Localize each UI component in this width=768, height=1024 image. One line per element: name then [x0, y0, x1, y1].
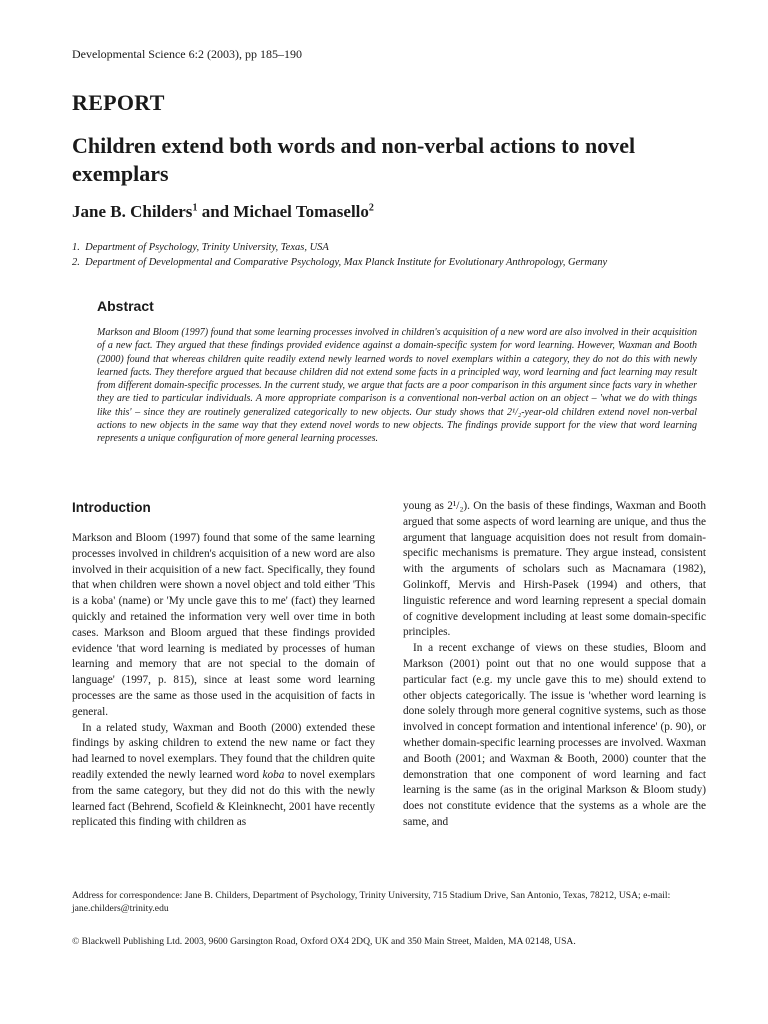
author-connector: and [197, 202, 234, 221]
body-column-left [72, 531, 375, 831]
body-text: In a related study, Waxman and Booth (2000) extended these findings by asking children to extend the new name or fact they had learned to novel exemplars. They found that the children quite readily extended the newly learned word [72, 721, 375, 781]
body-text: to novel exemplars from the same category, but they did not do this with the newly learned fact (Behrend, Scofield & Kleinknecht, 2001 have recently replicated this finding with children as [72, 768, 375, 829]
section-heading-introduction: Introduction [72, 500, 151, 515]
affiliation-marker: 2 [368, 202, 374, 214]
body-paragraph [72, 721, 375, 832]
emphasized-term: koba [262, 768, 285, 781]
author-name: Jane B. Childers [72, 202, 193, 221]
affiliation-marker: 1 [192, 202, 198, 214]
body-paragraph: Markson and Bloom (1997) found that some of the same learning processes involved in children's acquisition of a new word are also involved in their acquisition of a new fact. Specifically, they found that when children were shown a novel object and told either 'This is a koba' (name) or 'My uncle gave this to me' (fact) they learned quickly and retained the information very well over time in both cases. Markson and Bloom argued that these findings provided evidence 'that word learning is mediated by processes of human learning and memory that are not special to the domain of language' (1997, p. 815), since at least some word learning processes are the same as those used in the acquisition of facts in general. [72, 532, 375, 718]
body-paragraph: young as 2¹/₂). On the basis of these findings, Waxman and Booth argued that some aspects of word learning are unique, and thus the argument that language acquisition does not result from domain-specific mechanisms is premature. They argue instead, consistent with the arguments of scholars such as Macnamara (1982), Golinkoff, Mervis and Hirsh-Pasek (1994) and others, that linguistic reference and word learning represent a special domain of cognitive development including at least some domain-specific principles. [403, 500, 706, 639]
affiliations [72, 240, 607, 270]
body-column-right [403, 499, 706, 831]
journal-citation: Developmental Science 6:2 (2003), pp 185–190 [72, 47, 302, 61]
body-paragraph: In a recent exchange of views on these studies, Bloom and Markson (2001) point out that no one would suppose that a particular fact (e.g. my uncle gave this to me) should extend to other objects categorically. The issue is 'whether word learning is done solely through more general cognitive systems, such as those involved in concept formation and intentional inference' (p. 90), or whether domain-specific learning processes are involved. Waxman and Booth (2001; and Waxman & Booth, 2000) counter that the demonstration that one component of word learning and fact learning is the same (as in the original Markson & Bloom study) does not constitute evidence that the systems as a whole are the same, and [403, 642, 706, 828]
abstract-heading: Abstract [97, 298, 154, 314]
report-label: REPORT [72, 90, 165, 115]
abstract-text: Markson and Bloom (1997) found that some learning processes involved in children's acquisition of a new word are also involved in their acquisition of a new fact. They argued that these findings provided evidence against a domain-specific system for word learning. However, Waxman and Booth (2000) found that whereas children quite readily extend newly learned words to novel exemplars within a category, they do not do this with newly learned facts. They therefore argued that because children did not extend some facts in a principled way, word learning and fact learning may result from different domain-specific processes. In the current study, we argue that facts are a poor comparison in this argument since facts vary in whether they are tied to particular individuals. A more appropriate comparison is a conventional non-verbal action on an object – 'what we do with things like this' – since they are routinely generalized categorically to new objects. Our study shows that 2¹/₂-year-old children extend novel non-verbal actions to new objects in the same way that they extend novel words to new objects. The findings provide support for the view that word learning represents a unique configuration of more general learning processes. [97, 327, 697, 445]
affiliation-item: 2. Department of Developmental and Comparative Psychology, Max Planck Institute for Evolutionary Anthropology, Germany [72, 257, 608, 268]
author-line [72, 202, 374, 222]
copyright-line: © Blackwell Publishing Ltd. 2003, 9600 Garsington Road, Oxford OX4 2DQ, UK and 350 Main Street, Malden, MA 02148, USA. [72, 936, 576, 947]
paper-title: Children extend both words and non-verbal actions to novel exemplars [72, 133, 636, 186]
author-name: Michael Tomasello [233, 202, 369, 221]
correspondence-footnote: Address for correspondence: Jane B. Childers, Department of Psychology, Trinity University, 715 Stadium Drive, San Antonio, Texas, 78212, USA; e-mail: jane.childers@trinity.edu [72, 890, 671, 914]
affiliation-item: 1. Department of Psychology, Trinity University, Texas, USA [72, 242, 329, 253]
